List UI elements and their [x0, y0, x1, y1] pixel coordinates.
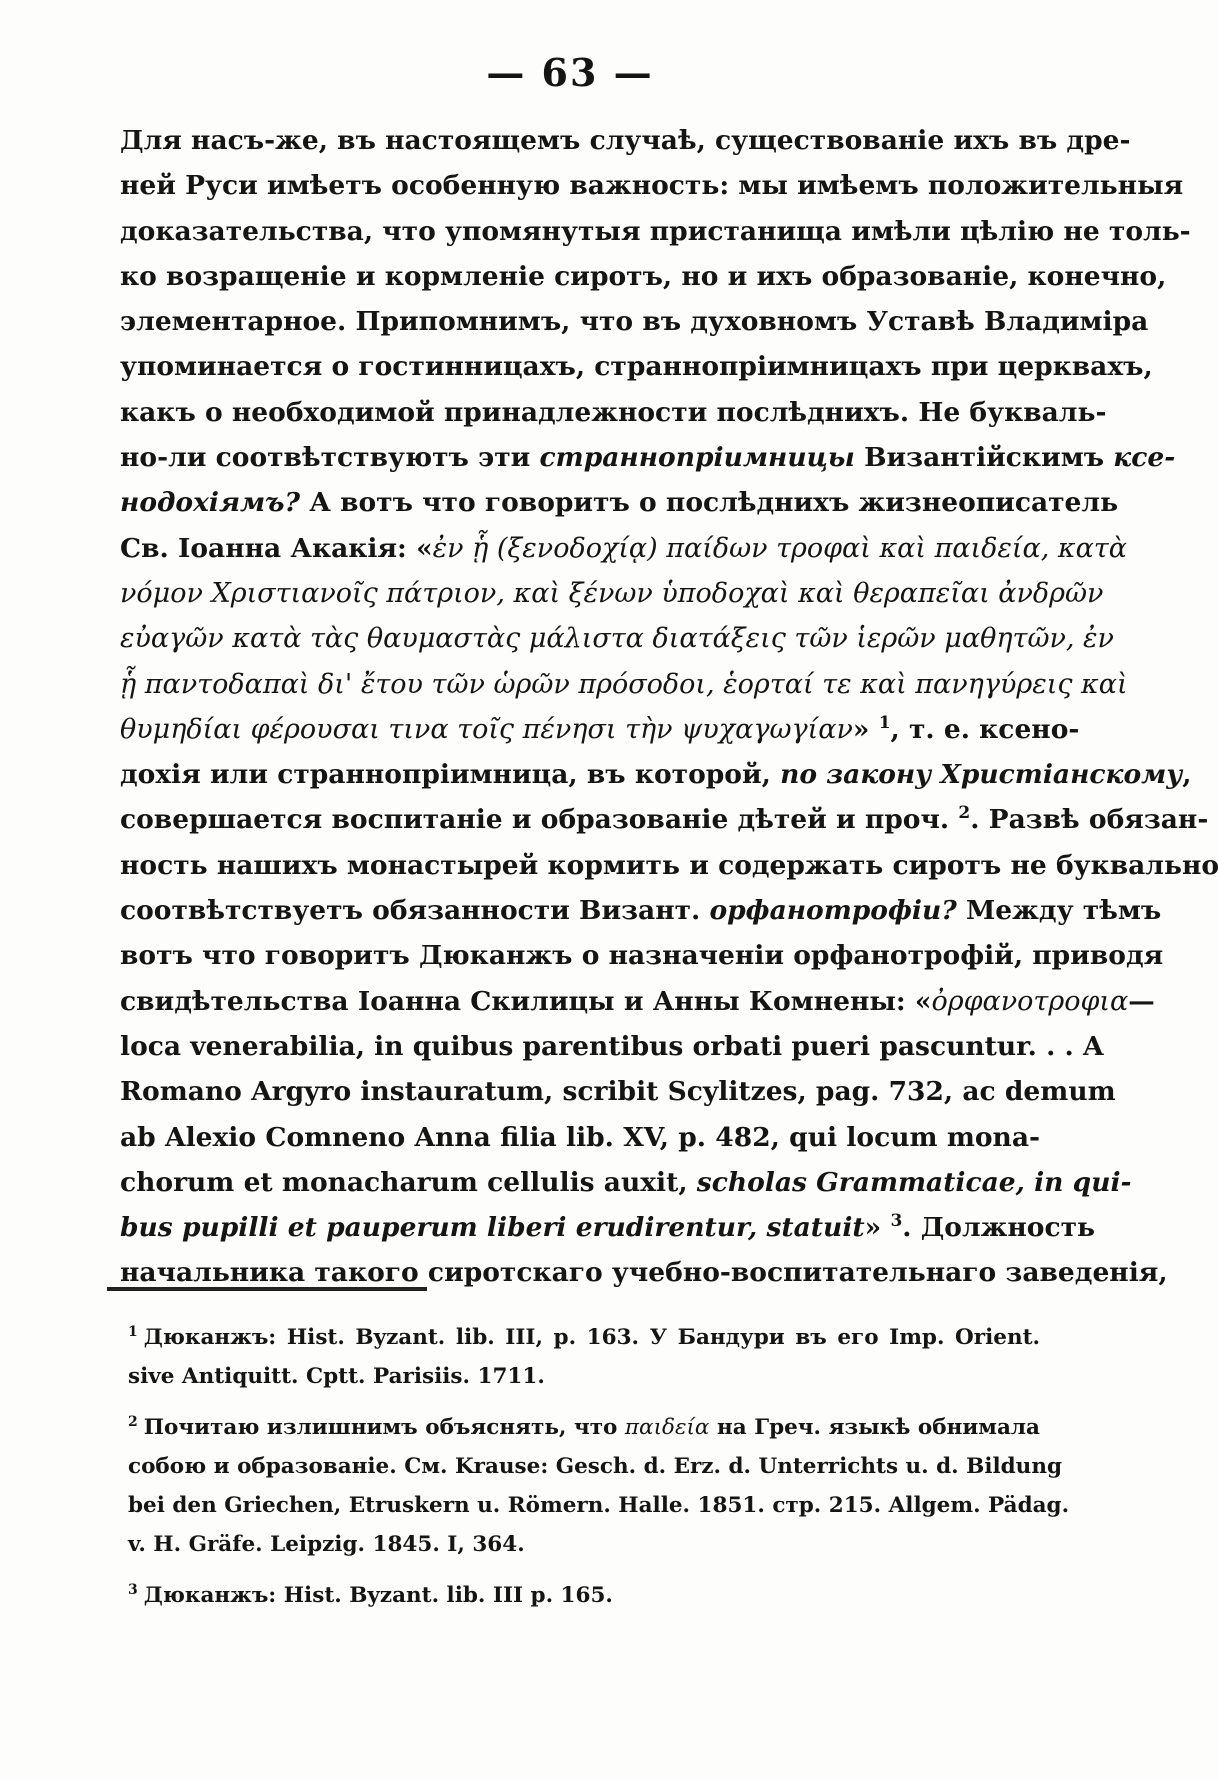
text-run: loca venerabilia, in quibus parentibus orbati pueri pascuntur. . . A [120, 1030, 1104, 1062]
text-line [120, 797, 1209, 842]
footnote-line [128, 1408, 1040, 1447]
text-run: — [1128, 985, 1155, 1017]
footnote-line [128, 1447, 1062, 1486]
text-line [120, 163, 1184, 208]
greek-quote: νόμον Χριστιανοῖς πάτριον, καὶ ξένων ὑποδοχαὶ καὶ θεραπεῖαι ἀνδρῶν [120, 577, 1104, 609]
footnote-line [128, 1318, 1040, 1357]
text-line [120, 888, 1162, 933]
text-line [120, 118, 1131, 163]
main-text [120, 118, 1219, 1296]
footnote-separator [107, 1287, 427, 1291]
footnotes [128, 1318, 1070, 1615]
text-run: свидѣтельства Іоанна Скилицы и Анны Комнены: « [120, 985, 932, 1017]
text-run: Св. Іоанна Акакія: « [120, 532, 433, 564]
footnote-text: собою и образованіе. См. Krause: Gesch. d. Erz. d. Unterrichts u. d. Bildung [128, 1454, 1062, 1479]
text-run: по закону Христіанскому [780, 759, 1183, 791]
text-run: » [864, 1212, 891, 1244]
text-line [120, 344, 1153, 389]
text-run: ность нашихъ монастырей кормить и содержать сиротъ не буквально [120, 849, 1219, 881]
text-line [120, 209, 1191, 254]
text-line [120, 1069, 1116, 1114]
greek-quote: ἐν ᾗ (ξενοδοχίᾳ) παίδων τροφαὶ καὶ παιδεία, κατὰ [432, 532, 1127, 564]
text-run: . Развѣ обязан- [970, 804, 1209, 836]
text-run: вотъ что говоритъ Дюканжъ о назначеніи орфанотрофій, приводя [120, 940, 1164, 972]
greek-quote: ᾗ παντοδαπαὶ δι' ἔτου τῶν ὡρῶν πρόσοδοι, ἑορταί τε καὶ πανηγύρεις καὶ [120, 668, 1128, 700]
footnote-text: на Греч. языкѣ обнимала [709, 1415, 1040, 1440]
text-line [120, 1160, 1132, 1205]
text-line [120, 662, 1128, 707]
text-line [120, 1024, 1104, 1069]
footnote-line [128, 1486, 1070, 1525]
footnote-line [128, 1576, 1040, 1615]
text-run: ко возращеніе и кормленіе сиротъ, но и ихъ образованіе, конечно, [120, 260, 1167, 292]
text-run: доказательства, что упомянутыя пристанища имѣли цѣлію не толь- [120, 215, 1191, 247]
page-number: — 63 — [486, 50, 654, 95]
text-run: Между тѣмъ [956, 895, 1162, 927]
text-line [120, 1115, 1040, 1160]
text-run: упоминается о гостинницахъ, страннопріимницахъ при церквахъ, [120, 351, 1153, 383]
footnote-number: 1 [128, 1323, 138, 1340]
text-line [120, 979, 1155, 1024]
text-run: scholas Grammaticae, in qui- [696, 1166, 1132, 1198]
footnote-text: Дюканжъ: Hist. Byzant. lib. III p. 165. [143, 1583, 613, 1608]
text-line [120, 843, 1219, 888]
text-run: » [852, 713, 879, 745]
greek-quote: ὀρφανοτροφια [931, 985, 1129, 1017]
text-run: ксе- [1113, 442, 1176, 474]
text-run: ab Alexio Comneno Anna filia lib. XV, p. 482, qui locum mona- [120, 1121, 1040, 1153]
text-line [120, 933, 1164, 978]
text-run: какъ о необходимой принадлежности послѣднихъ. Не букваль- [120, 396, 1107, 428]
footnote-text: v. H. Gräfe. Leipzig. 1845. I, 364. [128, 1532, 525, 1557]
text-run: Romano Argyro instauratum, scribit Scylitzes, pag. 732, ac demum [120, 1076, 1116, 1108]
text-run: страннопріимницы [539, 442, 855, 474]
footnote-line [128, 1525, 1040, 1564]
footnote-reference: 1 [878, 713, 891, 734]
text-run: нодохіямъ? [120, 487, 301, 519]
footnote-line [128, 1357, 1040, 1396]
text-run: орфанотрофіи? [709, 895, 957, 927]
text-line [120, 707, 1080, 752]
text-run: Византійскимъ [854, 442, 1114, 474]
text-line [120, 752, 1192, 797]
text-run: А вотъ что говоритъ о послѣднихъ жизнеописатель [300, 487, 1119, 519]
footnote-reference: 3 [890, 1211, 903, 1232]
text-run: но-ли соотвѣтствуютъ эти [120, 442, 540, 474]
text-line [120, 254, 1167, 299]
text-line [120, 299, 1149, 344]
text-run: совершается воспитаніе и образованіе дѣтей и проч. [120, 804, 959, 836]
footnote-text: Дюканжъ: Hist. Byzant. lib. III, p. 163. У Бандури въ его Imp. Orient. [143, 1325, 1040, 1350]
text-line [120, 526, 1127, 571]
footnote-text: παιδεία [624, 1415, 710, 1440]
footnote-text: sive Antiquitt. Cptt. Parisiis. 1711. [128, 1364, 545, 1389]
greek-quote: θυμηδίαι φέρουσαι τινα τοῖς πένησι τὴν ψυχαγωγίαν [120, 713, 853, 745]
text-line [120, 571, 1104, 616]
text-line [120, 480, 1119, 525]
greek-quote: εὐαγῶν κατὰ τὰς θαυμαστὰς μάλιστα διατάξεις τῶν ἱερῶν μαθητῶν, ἐν [120, 623, 1114, 655]
text-run: , т. е. ксено- [890, 713, 1080, 745]
text-run: элементарное. Припомнимъ, что въ духовномъ Уставѣ Владиміра [120, 306, 1149, 338]
text-line [120, 616, 1114, 661]
text-run: chorum et monacharum cellulis auxit, [120, 1166, 697, 1198]
text-run: Для насъ-же, въ настоящемъ случаѣ, существованіе ихъ въ дре- [120, 125, 1131, 156]
text-run: . Должность [902, 1212, 1096, 1244]
footnote-number: 2 [128, 1413, 138, 1430]
text-run: соотвѣтствуетъ обязанности Визант. [120, 895, 710, 927]
text-run: ней Руси имѣетъ особенную важность: мы имѣемъ положительныя [120, 170, 1184, 202]
text-run: дохія или страннопріимница, въ которой, [120, 759, 781, 791]
text-run: начальника такого сиротскаго учебно-воспитательнаго заведенія, [120, 1257, 1168, 1289]
footnote-text: bei den Griechen, Etruskern u. Römern. Halle. 1851. стр. 215. Allgem. Pädag. [128, 1493, 1070, 1518]
text-run: bus pupilli et pauperum liberi erudirentur, statuit [120, 1212, 865, 1244]
text-run: , [1182, 759, 1192, 791]
text-line [120, 1205, 1096, 1250]
text-line [120, 435, 1176, 480]
text-line [120, 390, 1107, 435]
footnote-text: Почитаю излишнимъ объяснять, что [143, 1415, 625, 1440]
footnote-reference: 2 [958, 803, 971, 824]
footnote-number: 3 [128, 1581, 138, 1598]
